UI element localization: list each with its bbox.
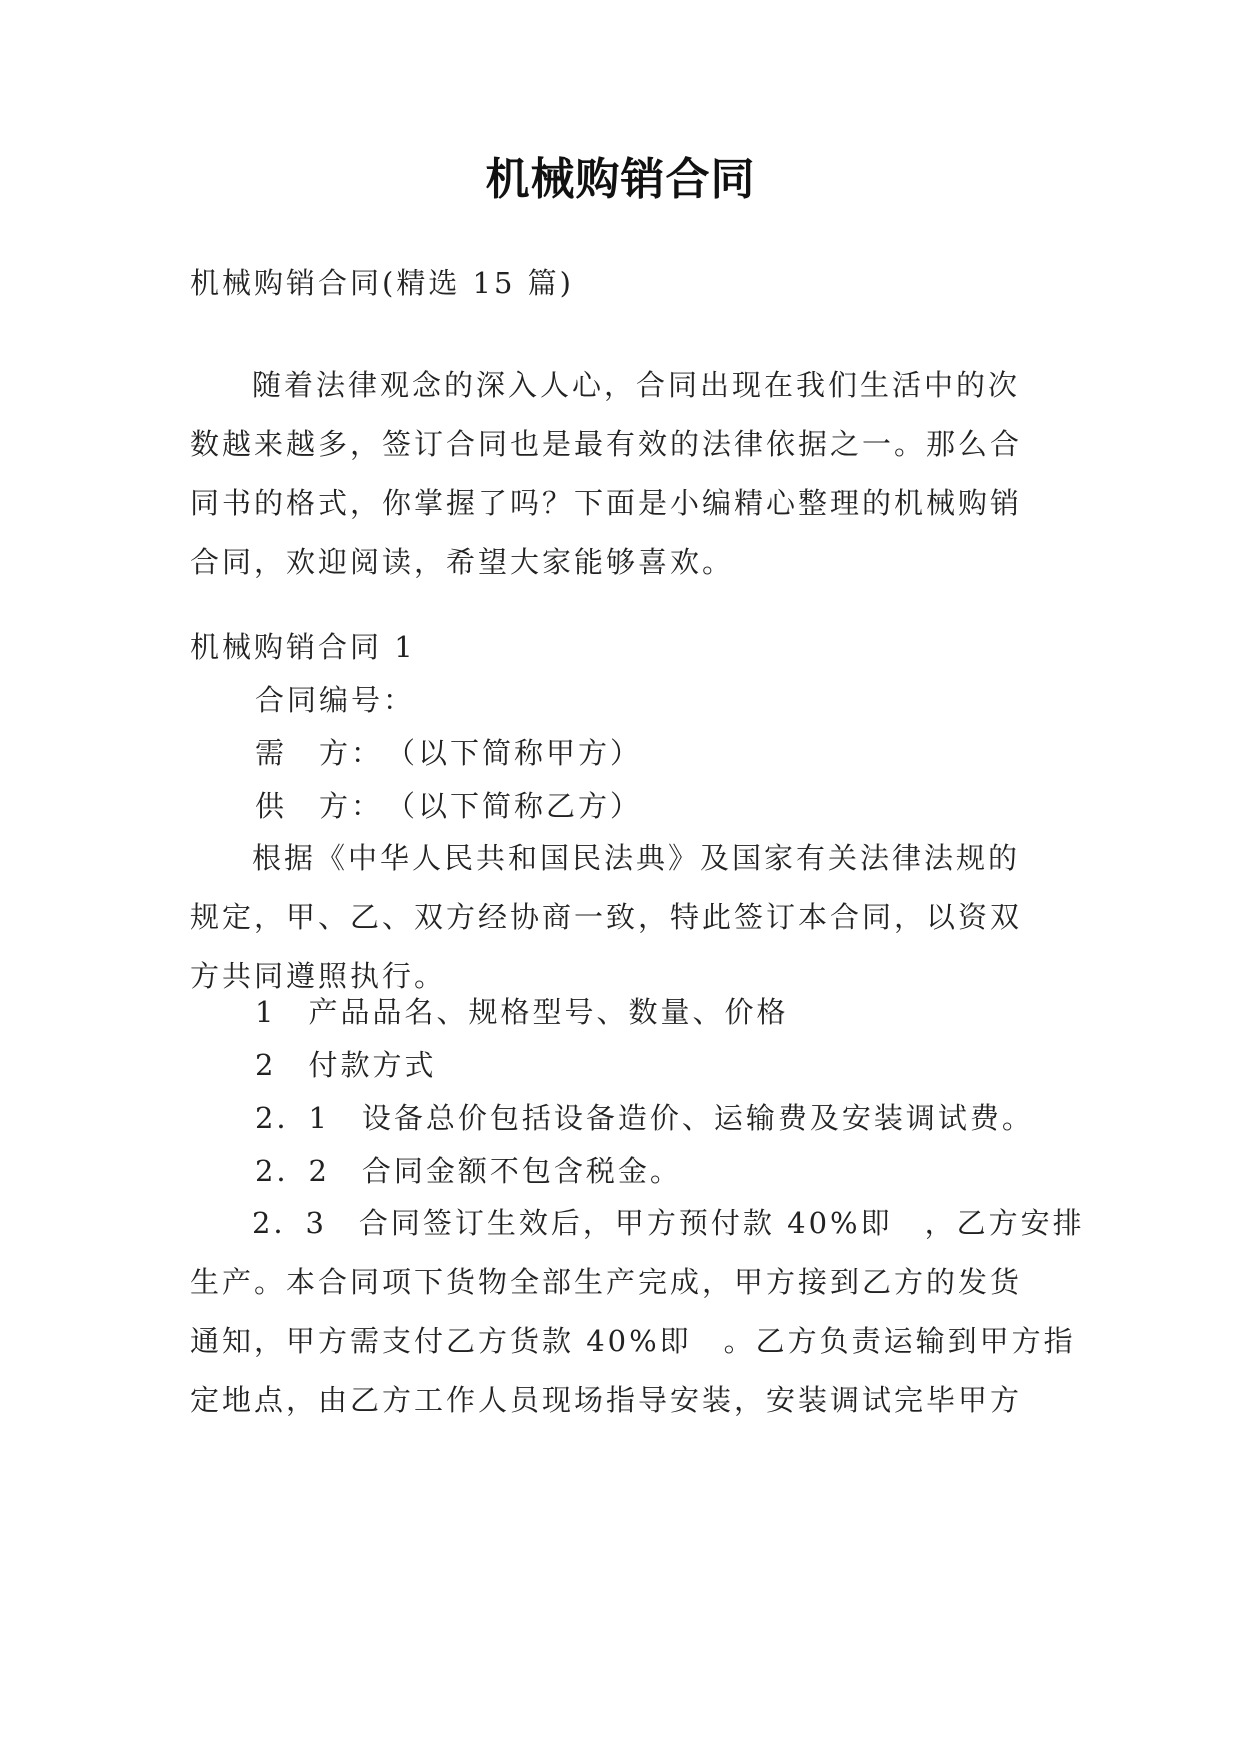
intro-line: 同书的格式，你掌握了吗？下面是小编精心整理的机械购销	[190, 486, 1023, 520]
contract-number-label: 合同编号：	[255, 683, 416, 717]
basis-paragraph	[190, 829, 1050, 1006]
seller-line: 供 方： （以下简称乙方）	[255, 789, 643, 823]
buyer-line: 需 方： （以下简称甲方）	[255, 736, 643, 770]
clause-1: 1 产品品名、规格型号、数量、价格	[255, 995, 789, 1029]
intro-line: 随着法律观念的深入人心，合同出现在我们生活中的次	[252, 368, 1021, 402]
clause-2-2: 2．2 合同金额不包含税金。	[255, 1154, 682, 1188]
clause-2-3-line: 定地点，由乙方工作人员现场指导安装，安装调试完毕甲方	[190, 1383, 1023, 1417]
document-subtitle: 机械购销合同(精选 15 篇)	[190, 266, 574, 300]
basis-line: 根据《中华人民共和国民法典》及国家有关法律法规的	[252, 841, 1021, 875]
clause-2: 2 付款方式	[255, 1048, 437, 1082]
basis-line: 规定，甲、乙、双方经协商一致，特此签订本合同，以资双	[190, 900, 1023, 934]
clause-2-1: 2．1 设备总价包括设备造价、运输费及安装调试费。	[255, 1101, 1034, 1135]
basis-line: 方共同遵照执行。	[190, 959, 447, 993]
document-title: 机械购销合同	[485, 154, 756, 205]
intro-line: 数越来越多，签订合同也是最有效的法律依据之一。那么合	[190, 427, 1023, 461]
intro-line: 合同，欢迎阅读，希望大家能够喜欢。	[190, 545, 735, 579]
clause-2-3-line: 2．3 合同签订生效后，甲方预付款 40%即 ，乙方安排	[252, 1206, 1085, 1240]
clause-2-3-line: 生产。本合同项下货物全部生产完成，甲方接到乙方的发货	[190, 1265, 1023, 1299]
intro-paragraph	[190, 356, 1050, 592]
clause-2-3-line: 通知，甲方需支付乙方货款 40%即 。乙方负责运输到甲方指	[190, 1324, 1076, 1358]
section-heading: 机械购销合同 1	[190, 630, 416, 664]
clause-2-3-paragraph	[190, 1194, 1085, 1430]
